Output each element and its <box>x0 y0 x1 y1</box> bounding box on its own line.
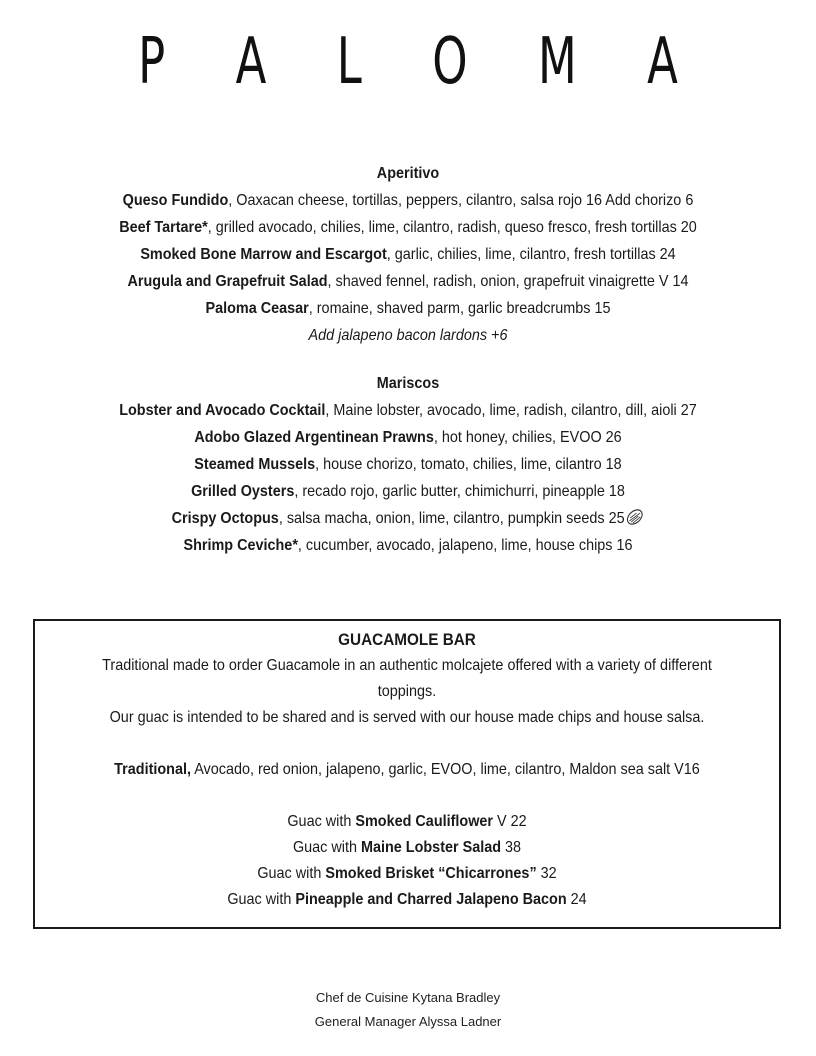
guac-option <box>72 809 742 835</box>
item-price: 38 <box>501 839 522 856</box>
staff-credits <box>0 986 816 1034</box>
guac-option <box>72 835 742 861</box>
option-prefix: Guac with <box>257 865 326 882</box>
item-description: , cucumber, avocado, jalapeno, lime, house chips 16 <box>297 537 633 554</box>
item-name: Paloma Ceasar <box>205 300 309 317</box>
item-description: , Maine lobster, avocado, lime, radish, cilantro, dill, aioli 27 <box>325 402 697 419</box>
item-name: Smoked Cauliflower <box>355 813 494 830</box>
menu-item <box>41 532 775 559</box>
item-description: , Oaxacan cheese, tortillas, peppers, cilantro, salsa rojo 16 Add chorizo 6 <box>228 192 694 209</box>
item-description: , romaine, shaved parm, garlic breadcrumbs 15 <box>308 300 611 317</box>
section-heading: Aperitivo <box>376 165 440 182</box>
item-name: Grilled Oysters <box>191 483 295 500</box>
menu-item <box>41 187 775 214</box>
item-name: Shrimp Ceviche* <box>183 537 298 554</box>
option-prefix: Guac with <box>287 813 356 830</box>
menu-item <box>41 295 775 322</box>
restaurant-logo: P A L O M A <box>138 25 706 99</box>
item-name: Queso Fundido <box>122 192 229 209</box>
guacamole-intro: toppings. <box>377 683 437 700</box>
guac-option <box>72 861 742 887</box>
item-description: , hot honey, chilies, EVOO 26 <box>433 429 622 446</box>
item-name: Maine Lobster Salad <box>360 839 502 856</box>
item-name: Steamed Mussels <box>194 456 316 473</box>
spacer <box>35 783 779 809</box>
menu-item <box>41 451 775 478</box>
item-price: V 22 <box>493 813 527 830</box>
guac-traditional <box>72 757 742 783</box>
aperitivo-section <box>0 160 816 349</box>
item-name: Smoked Brisket “Chicarrones” <box>325 865 537 882</box>
item-name: Adobo Glazed Argentinean Prawns <box>194 429 434 446</box>
item-description: , grilled avocado, chilies, lime, cilantro, radish, queso fresco, fresh tortillas 20 <box>207 219 697 236</box>
mariscos-section <box>0 370 816 559</box>
item-name: Crispy Octopus <box>171 510 279 527</box>
item-name: Lobster and Avocado Cocktail <box>119 402 326 419</box>
guacamole-intro: Our guac is intended to be shared and is served with our house made chips and house salsa. <box>109 709 705 726</box>
guacamole-bar-title: GUACAMOLE BAR <box>338 630 476 649</box>
menu-item <box>41 478 775 505</box>
item-price: 32 <box>536 865 557 882</box>
menu-item <box>41 268 775 295</box>
item-description: , shaved fennel, radish, onion, grapefruit vinaigrette V 14 <box>327 273 689 290</box>
item-name: Traditional, <box>114 761 191 778</box>
guac-option <box>72 887 742 913</box>
menu-item <box>41 241 775 268</box>
item-price: 24 <box>566 891 587 908</box>
item-description: , recado rojo, garlic butter, chimichurri, pineapple 18 <box>294 483 625 500</box>
chef-credit: Chef de Cuisine Kytana Bradley <box>315 990 501 1005</box>
manager-credit: General Manager Alyssa Ladner <box>314 1014 502 1029</box>
item-description: , salsa macha, onion, lime, cilantro, pumpkin seeds 25 <box>278 510 625 527</box>
guacamole-intro: Traditional made to order Guacamole in an authentic molcajete offered with a variety of different <box>102 657 712 674</box>
menu-item <box>41 505 775 532</box>
option-prefix: Guac with <box>227 891 296 908</box>
item-name: Smoked Bone Marrow and Escargot <box>140 246 387 263</box>
item-name: Beef Tartare* <box>119 219 208 236</box>
section-heading: Mariscos <box>376 375 440 392</box>
option-prefix: Guac with <box>292 839 361 856</box>
item-description: Avocado, red onion, jalapeno, garlic, EVOO, lime, cilantro, Maldon sea salt V16 <box>190 761 700 778</box>
item-description: , house chorizo, tomato, chilies, lime, cilantro 18 <box>315 456 622 473</box>
item-description: , garlic, chilies, lime, cilantro, fresh tortillas 24 <box>386 246 676 263</box>
pumpkin-seed-icon <box>625 507 645 527</box>
guacamole-bar-box <box>33 619 781 929</box>
item-name: Arugula and Grapefruit Salad <box>127 273 328 290</box>
spacer <box>35 731 779 757</box>
menu-item <box>41 424 775 451</box>
item-name: Pineapple and Charred Jalapeno Bacon <box>295 891 567 908</box>
menu-item <box>41 397 775 424</box>
menu-item <box>41 214 775 241</box>
item-note: Add jalapeno bacon lardons +6 <box>308 327 508 344</box>
